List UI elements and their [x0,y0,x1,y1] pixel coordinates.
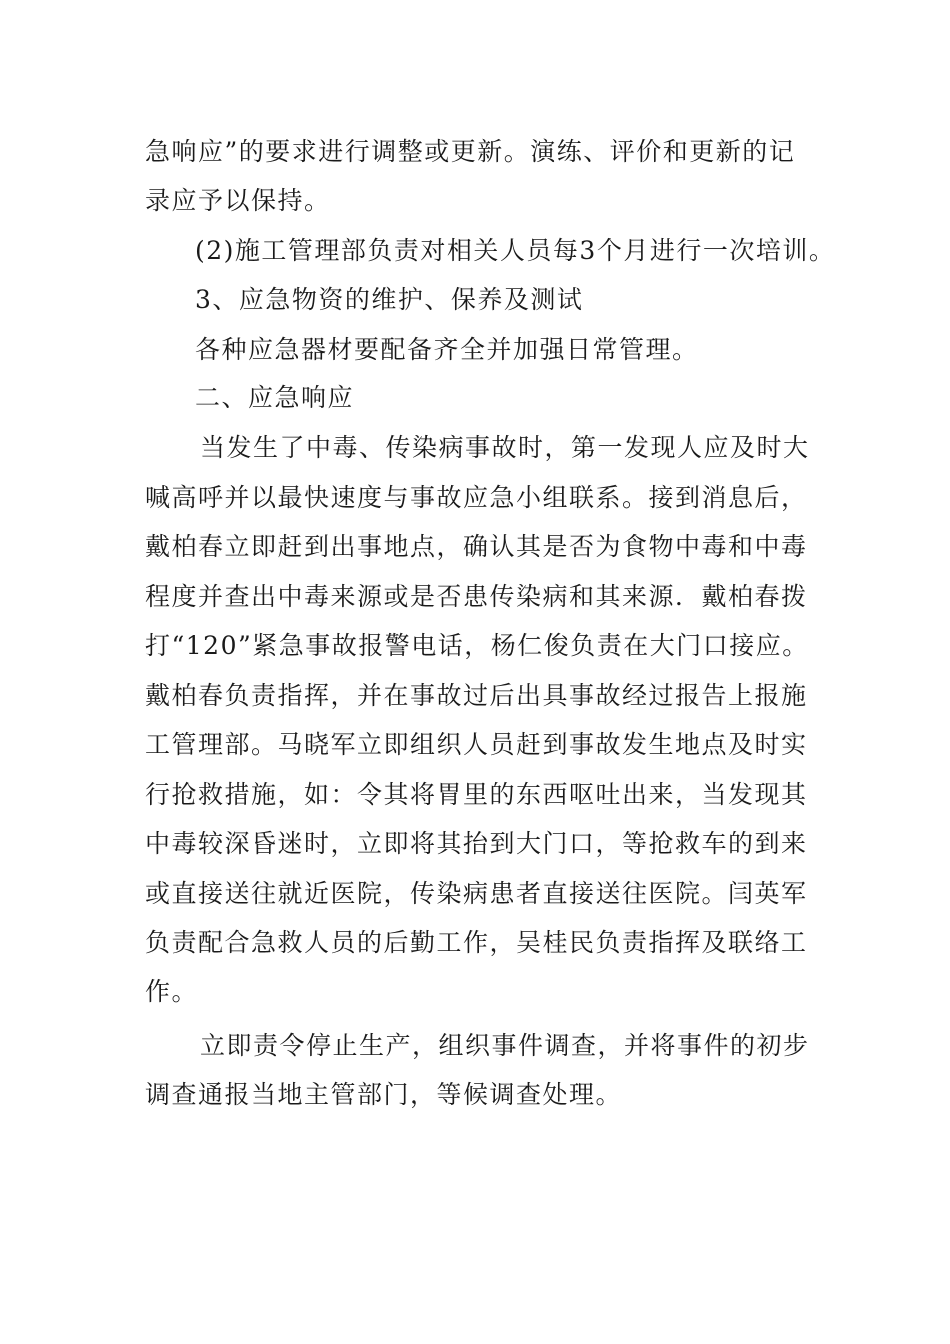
text-line-18: 作。 [145,977,199,1006]
text-line-14: 行抢救措施，如：令其将胃里的东西呕吐出来，当发现其 [145,780,808,809]
text-line-17: 负责配合急救人员的后勤工作，吴桂民负责指挥及联络工 [145,928,808,957]
text-line-11: 打“120”紧急事故报警电话，杨仁俊负责在大门口接应。 [145,631,809,660]
text-line-15: 中毒较深昏迷时，立即将其抬到大门口，等抢救车的到来 [145,829,808,858]
text-line-13: 工管理部。马晓军立即组织人员赶到事故发生地点及时实 [145,730,808,759]
text-line-19: 立即责令停止生产，组织事件调查，并将事件的初步 [200,1031,810,1060]
text-line-2: 录应予以保持。 [145,186,331,215]
text-line-16: 或直接送往就近医院，传染病患者直接送往医院。闫英军 [145,879,808,908]
text-line-12: 戴柏春负责指挥，并在事故过后出具事故经过报告上报施 [145,681,808,710]
section-heading-emergency-response: 二、应急响应 [195,383,355,412]
text-line-9: 戴柏春立即赶到出事地点，确认其是否为食物中毒和中毒 [145,532,808,561]
text-line-20: 调查通报当地主管部门，等候调查处理。 [145,1080,623,1109]
text-line-10: 程度并查出中毒来源或是否患传染病和其来源．戴柏春拨 [145,582,808,611]
text-line-5: 各种应急器材要配备齐全并加强日常管理。 [195,335,699,364]
text-line-3: (2)施工管理部负责对相关人员每3个月进行一次培训。 [195,236,836,265]
text-line-1: 急响应”的要求进行调整或更新。演练、评价和更新的记 [145,137,796,166]
text-line-8: 喊高呼并以最快速度与事故应急小组联系。接到消息后， [145,483,808,512]
section-heading-materials: 3、应急物资的维护、保养及测试 [195,285,584,314]
text-line-7: 当发生了中毒、传染病事故时，第一发现人应及时大 [200,433,810,462]
